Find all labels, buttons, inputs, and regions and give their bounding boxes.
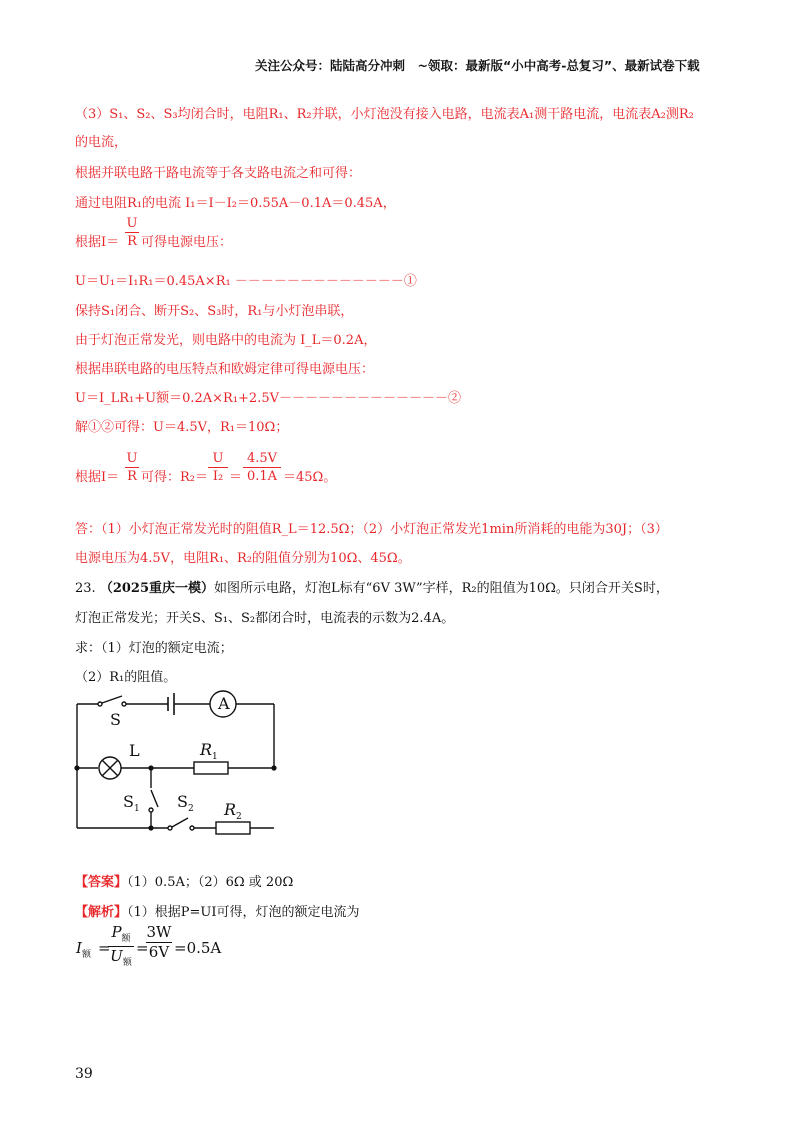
fraction-u-over-r-2: [125, 452, 139, 483]
formula-i-sub: 额: [81, 950, 91, 960]
answer-summary-b: 电源电压为4.5V，电阻R₁、R₂的阻值分别为10Ω、45Ω。: [75, 551, 411, 566]
r1-letter: R: [200, 740, 213, 759]
s2-letter: S: [177, 792, 188, 811]
fraction-3w-over-6v: [146, 925, 172, 960]
r2-letter: R: [224, 800, 237, 819]
s2-label: [177, 792, 194, 814]
switch-s-label: S: [110, 710, 121, 729]
sol3-line11-eq: ＝: [229, 470, 243, 485]
answer-text: （1）0.5A；（2）6Ω 或 20Ω: [127, 875, 294, 890]
sol3-line10: 解①②可得：U＝4.5V，R₁＝10Ω；: [75, 420, 289, 435]
sol3-line3: 通过电阻R₁的电流 I₁＝I－I₂＝0.55A－0.1A＝0.45A，: [75, 196, 396, 211]
page-header: 关注公众号：陆陆高分冲刺 ~领取：最新版“小中高考-总复习”、最新试卷下载: [255, 58, 700, 73]
sol3-line7: 由于灯泡正常发光，则电路中的电流为 I_L＝0.2A，: [75, 333, 377, 348]
sol3-line11-pre: 根据I＝: [75, 470, 120, 485]
q23-line2: 灯泡正常发光；开关S、S₁、S₂都闭合时，电流表的示数为2.4A。: [75, 611, 455, 626]
frac-den: R: [127, 469, 137, 484]
frac-den: 0.1A: [246, 469, 278, 484]
analysis-tag: 【解析】: [75, 905, 128, 920]
frac-num: U: [212, 451, 224, 466]
r1-label: [200, 740, 218, 762]
sol3-line4-pre: 根据I＝: [75, 235, 120, 250]
s1-letter: S: [123, 792, 134, 811]
question-text: 如图所示电路，灯泡L标有“6V 3W”字样，R₂的阻值为10Ω。只闭合开关S时，: [214, 581, 669, 596]
s1-sub: 1: [133, 804, 140, 815]
formula-result: =0.5A: [174, 939, 222, 957]
s2-sub: 2: [187, 804, 194, 815]
sol3-line1b: 的电流，: [75, 135, 128, 150]
frac-num: 4.5V: [246, 451, 278, 466]
frac-num: [108, 925, 134, 944]
frac-den: [108, 949, 134, 968]
formula-eq2: =: [136, 939, 149, 957]
frac-den: R: [127, 234, 137, 249]
frac-den: I₂: [212, 469, 224, 484]
formula-u-sub: 额: [122, 958, 132, 968]
sol3-line4-post: 可得电源电压：: [141, 235, 233, 250]
formula-i: I: [76, 939, 82, 957]
sol3-line11-mid: 可得：R₂＝: [141, 470, 208, 485]
q23-line4: （2）R₁的阻值。: [75, 670, 177, 685]
frac-num: U: [126, 451, 138, 466]
sol3-line5: U＝U₁＝I₁R₁＝0.45A×R₁ －－－－－－－－－－－－－①: [75, 274, 417, 289]
analysis-text: （1）根据P=UI可得，灯泡的额定电流为: [127, 905, 360, 920]
sol3-line6: 保持S₁闭合、断开S₂、S₃时，R₁与小灯泡串联，: [75, 304, 354, 319]
fraction-p-over-u: [108, 925, 134, 968]
answer-line: [75, 871, 293, 890]
fraction-u-over-i2: [208, 452, 228, 483]
answer-tag: 【答案】: [75, 875, 128, 890]
frac-den: 6V: [148, 943, 170, 961]
sol3-line2: 根据并联电路干路电流等于各支路电流之和可得：: [75, 166, 362, 181]
r2-label: [224, 800, 242, 822]
formula-p-sub: 额: [121, 934, 131, 944]
lamp-label: L: [129, 741, 140, 760]
sol3-line11-post: ＝45Ω。: [283, 470, 337, 485]
q23-line1: [75, 577, 669, 596]
s1-label: [123, 792, 140, 814]
circuit-diagram: [60, 688, 290, 838]
question-source: （2025重庆一模）: [99, 581, 215, 596]
formula-p: P: [111, 923, 122, 941]
fraction-u-over-r: [125, 217, 139, 248]
frac-num: U: [126, 216, 138, 231]
page-number: 39: [75, 1066, 93, 1082]
question-number: 23.: [75, 581, 96, 596]
formula-i-rated: [76, 939, 91, 960]
analysis-line: [75, 901, 360, 920]
frac-num: 3W: [146, 923, 172, 941]
sol3-line9: U＝I_LR₁+U额＝0.2A×R₁+2.5V－－－－－－－－－－－－－②: [75, 391, 461, 406]
r2-sub: 2: [236, 812, 242, 823]
ammeter-label: A: [218, 694, 230, 713]
answer-summary-a: 答：（1）小灯泡正常发光时的阻值R_L＝12.5Ω；（2）小灯泡正常发光1min所消耗的电能为30J；（3）: [75, 522, 668, 537]
formula-u: U: [110, 947, 123, 965]
sol3-line8: 根据串联电路的电压特点和欧姆定律可得电源电压：: [75, 362, 375, 377]
r1-sub: 1: [212, 752, 218, 763]
formula-eq1: =: [98, 939, 111, 957]
fraction-values: [243, 452, 281, 483]
q23-line3: 求：（1）灯泡的额定电流；: [75, 641, 233, 656]
sol3-line1a: （3）S₁、S₂、S₃均闭合时，电阻R₁、R₂并联，小灯泡没有接入电路，电流表A₁测干路电流，电流表A₂测R₂: [75, 107, 694, 122]
